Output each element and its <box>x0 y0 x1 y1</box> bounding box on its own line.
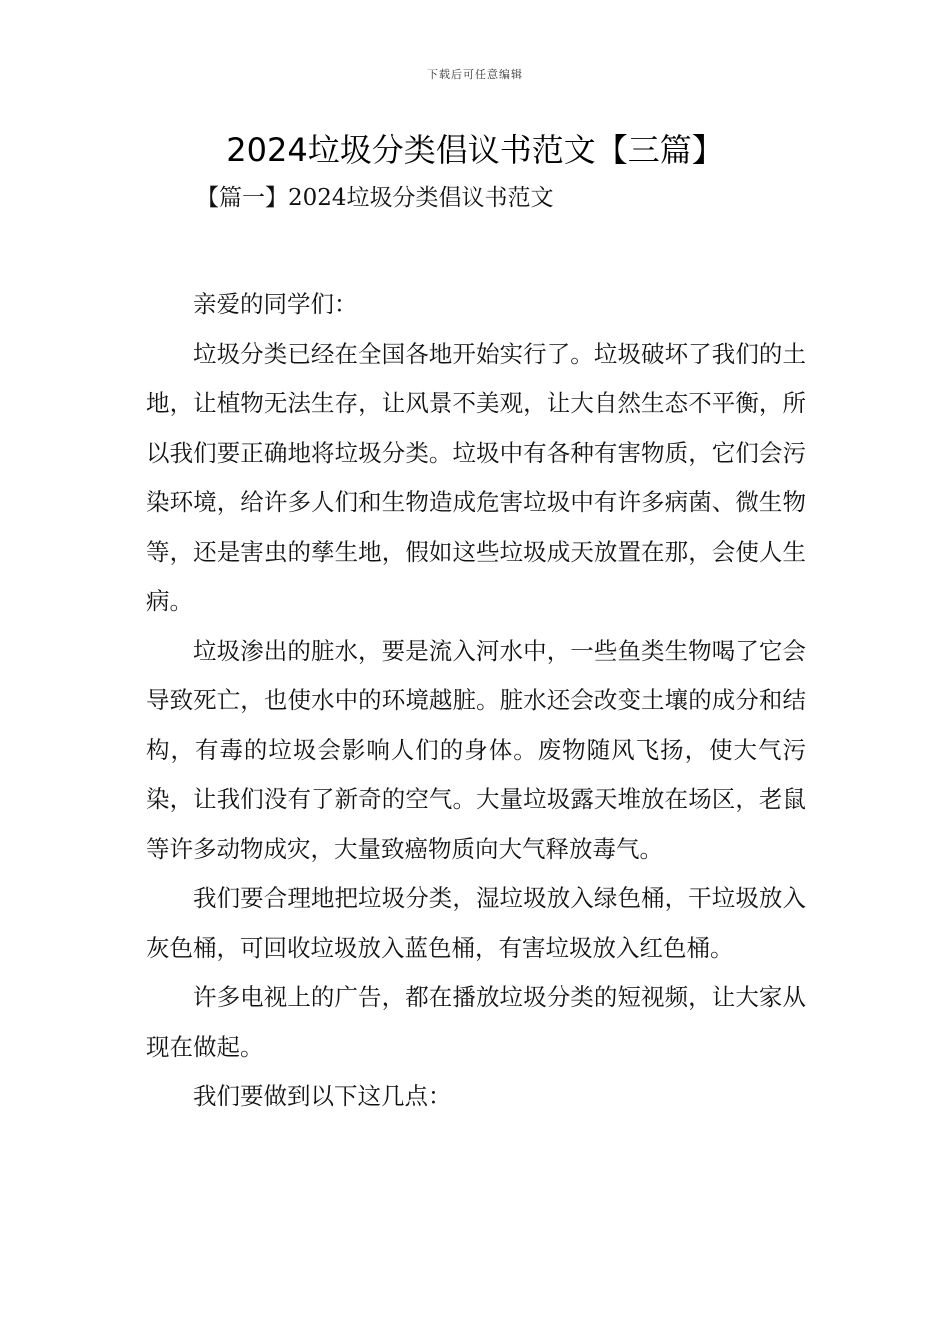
document-title: 2024垃圾分类倡议书范文【三篇】 <box>226 131 724 169</box>
body-paragraph: 我们要合理地把垃圾分类，湿垃圾放入绿色桶，干垃圾放入灰色桶，可回收垃圾放入蓝色桶，有害垃圾放入红色桶。 <box>146 884 806 962</box>
body-paragraph: 我们要做到以下这几点： <box>193 1082 452 1110</box>
body-paragraph: 许多电视上的广告，都在播放垃圾分类的短视频，让大家从现在做起。 <box>146 983 806 1061</box>
section-heading: 【篇一】2024垃圾分类倡议书范文 <box>196 185 554 211</box>
header-note: 下载后可任意编辑 <box>427 68 523 81</box>
document-body <box>146 280 806 1122</box>
body-paragraph: 垃圾渗出的脏水，要是流入河水中，一些鱼类生物喝了它会导致死亡，也使水中的环境越脏。脏水还会改变土壤的成分和结构，有毒的垃圾会影响人们的身体。废物随风飞扬，使大气污染，让我们没有了新奇的空气。大量垃圾露天堆放在场区，老鼠等许多动物成灾，大量致癌物质向大气释放毒气。 <box>146 636 806 863</box>
salutation-paragraph: 亲爱的同学们： <box>193 290 358 318</box>
body-paragraph: 垃圾分类已经在全国各地开始实行了。垃圾破坏了我们的土地，让植物无法生存，让风景不美观，让大自然生态不平衡，所以我们要正确地将垃圾分类。垃圾中有各种有害物质，它们会污染环境，给许多人们和生物造成危害垃圾中有许多病菌、微生物等，还是害虫的孳生地，假如这些垃圾成天放置在那，会使人生病。 <box>146 339 806 615</box>
